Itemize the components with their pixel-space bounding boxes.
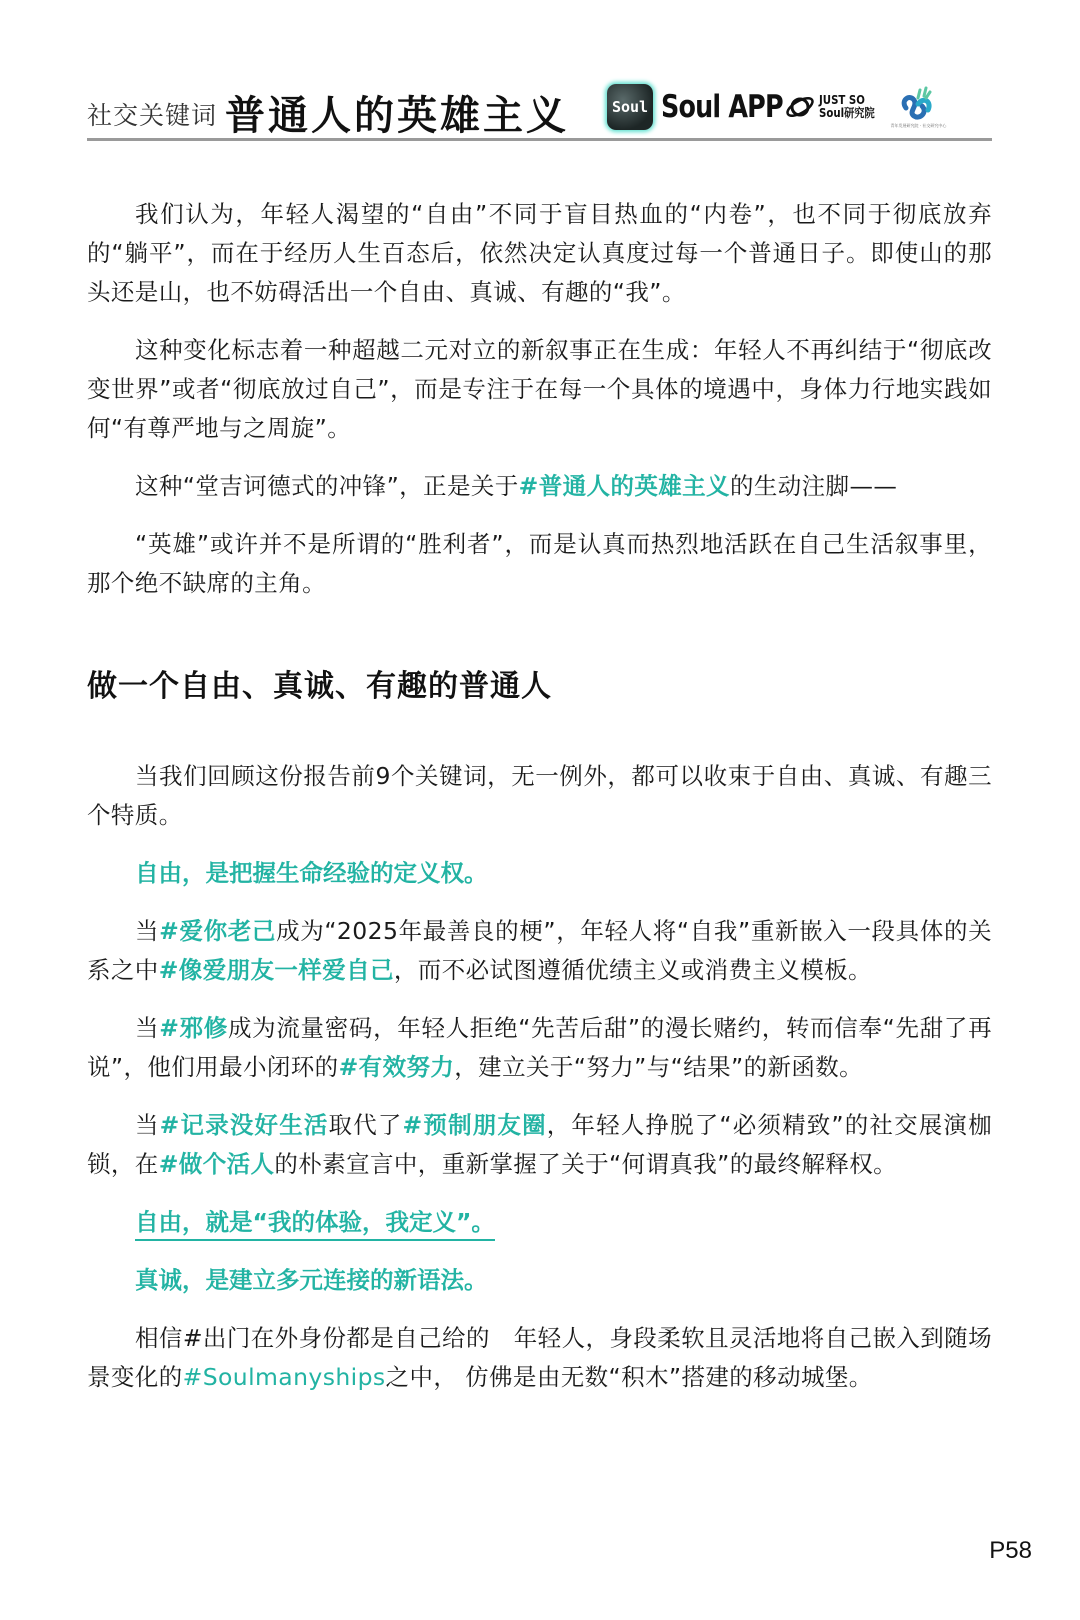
hashtag: #有效努力 bbox=[338, 1053, 455, 1081]
page-header bbox=[87, 78, 992, 141]
text-segment: 之中， 仿佛是由无数“积木”搭建的移动城堡。 bbox=[385, 1363, 873, 1391]
hashtag: #Soulmanyships bbox=[182, 1363, 386, 1391]
freedom-paragraph-3 bbox=[87, 1106, 992, 1184]
text-segment: 相信#出门在外身份都是自己给的 年轻人，身段柔软且灵活地将自己嵌入到随场景变化的 bbox=[87, 1324, 992, 1391]
text-segment: 当 bbox=[135, 917, 160, 945]
text-segment: ，建立关于“努力”与“结果”的新函数。 bbox=[454, 1053, 864, 1081]
justso-line1: JUST SO bbox=[819, 93, 865, 107]
text-segment: 成为流量密码，年轻人拒绝“先苦后甜”的漫长赌约，转而信奉“先甜了再说”，他们用最小闭环的 bbox=[87, 1014, 992, 1081]
text-segment: ，年轻人挣脱了“必须精致”的社交展演枷锁，在 bbox=[87, 1111, 993, 1178]
text-segment: 成为“2025年最善良的梗”，年轻人将“自我”重新嵌入一段具体的关系之中 bbox=[87, 917, 993, 984]
paragraph-3 bbox=[87, 467, 992, 506]
text-segment: 这种“堂吉诃德式的冲锋”，正是关于 bbox=[135, 472, 519, 500]
paragraph-1: 我们认为，年轻人渴望的“自由”不同于盲目热血的“内卷”，也不同于彻底放弃的“躺平”，而在于经历人生百态后，依然决定认真度过每一个普通日子。即使山的那头还是山，也不妨碍活出一个自由、真诚、有趣的“我”。 bbox=[87, 200, 992, 306]
hashtag: #像爱朋友一样爱自己 bbox=[158, 956, 394, 984]
soul-app-icon: Soul bbox=[607, 84, 653, 130]
paragraph-4: “英雄”或许并不是所谓的“胜利者”，而是认真而热烈地活跃在自己生活叙事里，那个绝不缺席的主角。 bbox=[87, 530, 992, 597]
soul-app-wordmark: Soul APP bbox=[661, 89, 783, 125]
justso-line2: Soul研究院 bbox=[819, 106, 875, 120]
freedom-paragraph-2 bbox=[87, 1009, 992, 1087]
sincerity-paragraph-1 bbox=[87, 1319, 992, 1397]
hashtag: #做个活人 bbox=[158, 1150, 275, 1178]
freedom-paragraph-1 bbox=[87, 912, 992, 990]
orbit-planet-icon bbox=[785, 92, 815, 122]
header-kicker: 社交关键词 bbox=[87, 101, 218, 130]
hashtag: #普通人的英雄主义 bbox=[518, 472, 730, 500]
institute-logo bbox=[891, 86, 947, 129]
intro-paragraph: 当我们回顾这份报告前9个关键词，无一例外，都可以收束于自由、真诚、有趣三个特质。 bbox=[87, 762, 992, 829]
hashtag: #记录没好生活 bbox=[159, 1111, 329, 1139]
text-segment: 的生动注脚—— bbox=[729, 472, 898, 500]
header-title: 普通人的英雄主义 bbox=[225, 93, 569, 139]
partner-logos bbox=[607, 81, 946, 133]
hashtag: #预制朋友圈 bbox=[402, 1111, 547, 1139]
justso-logo bbox=[785, 92, 885, 122]
text-segment: 取代了 bbox=[328, 1111, 403, 1139]
paragraph-2: 这种变化标志着一种超越二元对立的新叙事正在生成：年轻人不再纠结于“彻底改变世界”或者“彻底放过自己”，而是专注于在每一个具体的境遇中，身体力行地实践如何“有尊严地与之周旋”。 bbox=[87, 336, 992, 442]
section-title: 做一个自由、真诚、有趣的普通人 bbox=[87, 669, 552, 704]
text-segment: 的朴素宣言中，重新掌握了关于“何谓真我”的最终解释权。 bbox=[274, 1150, 898, 1178]
page-number: P58 bbox=[989, 1537, 1032, 1564]
freedom-summary-text: 自由，就是“我的体验，我定义”。 bbox=[135, 1208, 495, 1241]
text-segment: ，而不必试图遵循优绩主义或消费主义模板。 bbox=[393, 956, 872, 984]
freedom-summary bbox=[135, 1203, 992, 1242]
text-segment: 当 bbox=[135, 1111, 160, 1139]
text-segment: 当 bbox=[135, 1014, 160, 1042]
institute-emblem-icon bbox=[898, 86, 938, 122]
article-body bbox=[87, 195, 992, 1416]
freedom-heading: 自由，是把握生命经验的定义权。 bbox=[135, 859, 488, 887]
hashtag: #邪修 bbox=[159, 1014, 228, 1042]
institute-caption: 青年发展研究院 · 社交研究中心 bbox=[890, 122, 947, 128]
hashtag: #爱你老己 bbox=[159, 917, 277, 945]
sincerity-heading: 真诚，是建立多元连接的新语法。 bbox=[135, 1266, 488, 1294]
